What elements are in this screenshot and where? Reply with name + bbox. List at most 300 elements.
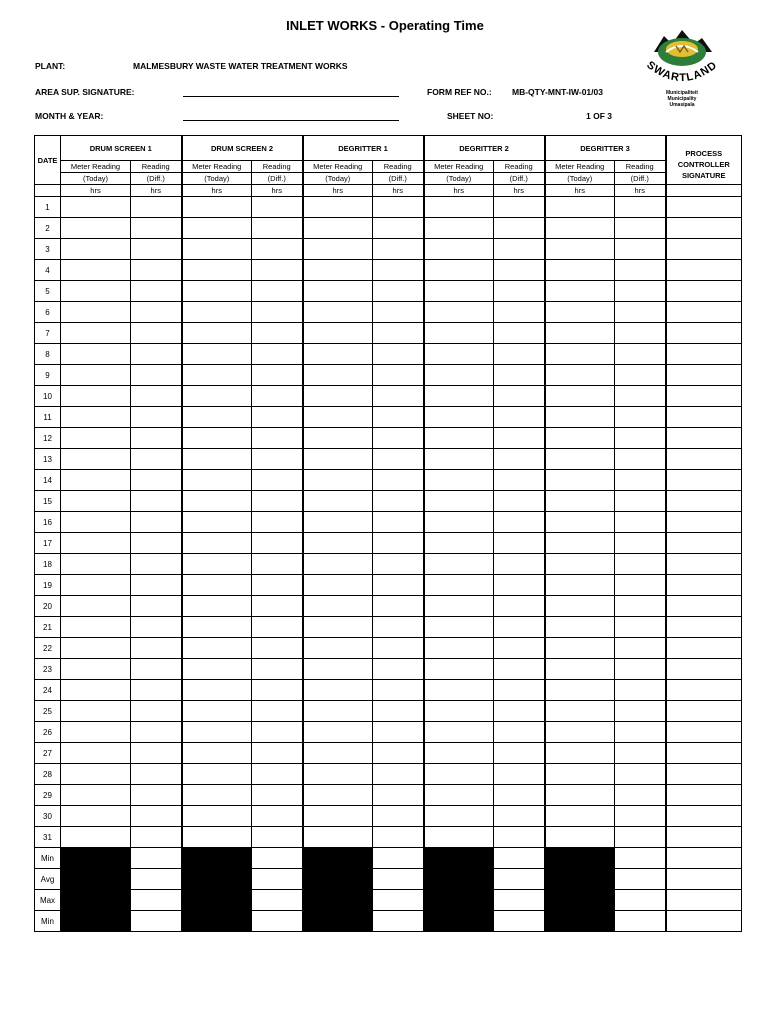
reading-diff-input-cell[interactable] (615, 491, 666, 512)
reading-diff-input-cell[interactable] (131, 407, 182, 428)
meter-reading-input-cell[interactable] (182, 554, 252, 575)
meter-reading-input-cell[interactable] (424, 827, 494, 848)
signature-input-cell[interactable] (666, 806, 742, 827)
reading-diff-input-cell[interactable] (131, 260, 182, 281)
meter-reading-input-cell[interactable] (182, 596, 252, 617)
meter-reading-input-cell[interactable] (424, 701, 494, 722)
reading-diff-input-cell[interactable] (615, 302, 666, 323)
meter-reading-input-cell[interactable] (545, 722, 615, 743)
reading-diff-input-cell[interactable] (252, 722, 303, 743)
meter-reading-input-cell[interactable] (424, 764, 494, 785)
reading-diff-input-cell[interactable] (252, 701, 303, 722)
stat-input-cell[interactable] (615, 911, 666, 932)
meter-reading-input-cell[interactable] (545, 827, 615, 848)
signature-input-cell[interactable] (666, 218, 742, 239)
meter-reading-input-cell[interactable] (424, 428, 494, 449)
reading-diff-input-cell[interactable] (131, 239, 182, 260)
area-sup-signature-field[interactable] (183, 96, 399, 97)
meter-reading-input-cell[interactable] (303, 386, 373, 407)
meter-reading-input-cell[interactable] (61, 386, 131, 407)
reading-diff-input-cell[interactable] (373, 827, 424, 848)
meter-reading-input-cell[interactable] (61, 617, 131, 638)
signature-input-cell[interactable] (666, 260, 742, 281)
meter-reading-input-cell[interactable] (303, 638, 373, 659)
signature-input-cell[interactable] (666, 764, 742, 785)
meter-reading-input-cell[interactable] (61, 743, 131, 764)
meter-reading-input-cell[interactable] (303, 239, 373, 260)
meter-reading-input-cell[interactable] (182, 764, 252, 785)
meter-reading-input-cell[interactable] (545, 281, 615, 302)
reading-diff-input-cell[interactable] (373, 365, 424, 386)
meter-reading-input-cell[interactable] (182, 281, 252, 302)
meter-reading-input-cell[interactable] (182, 638, 252, 659)
signature-input-cell[interactable] (666, 386, 742, 407)
reading-diff-input-cell[interactable] (131, 659, 182, 680)
reading-diff-input-cell[interactable] (615, 638, 666, 659)
reading-diff-input-cell[interactable] (373, 239, 424, 260)
meter-reading-input-cell[interactable] (545, 428, 615, 449)
stat-input-cell[interactable] (252, 890, 303, 911)
reading-diff-input-cell[interactable] (615, 722, 666, 743)
meter-reading-input-cell[interactable] (303, 428, 373, 449)
meter-reading-input-cell[interactable] (424, 302, 494, 323)
reading-diff-input-cell[interactable] (494, 827, 545, 848)
meter-reading-input-cell[interactable] (182, 365, 252, 386)
meter-reading-input-cell[interactable] (61, 701, 131, 722)
signature-input-cell[interactable] (666, 470, 742, 491)
reading-diff-input-cell[interactable] (494, 785, 545, 806)
stat-signature-cell[interactable] (666, 869, 742, 890)
reading-diff-input-cell[interactable] (131, 491, 182, 512)
stat-input-cell[interactable] (131, 848, 182, 869)
meter-reading-input-cell[interactable] (303, 659, 373, 680)
meter-reading-input-cell[interactable] (424, 512, 494, 533)
meter-reading-input-cell[interactable] (424, 638, 494, 659)
reading-diff-input-cell[interactable] (373, 491, 424, 512)
meter-reading-input-cell[interactable] (61, 281, 131, 302)
reading-diff-input-cell[interactable] (131, 512, 182, 533)
meter-reading-input-cell[interactable] (424, 596, 494, 617)
reading-diff-input-cell[interactable] (373, 764, 424, 785)
reading-diff-input-cell[interactable] (373, 638, 424, 659)
meter-reading-input-cell[interactable] (303, 281, 373, 302)
meter-reading-input-cell[interactable] (61, 302, 131, 323)
reading-diff-input-cell[interactable] (615, 407, 666, 428)
meter-reading-input-cell[interactable] (61, 533, 131, 554)
meter-reading-input-cell[interactable] (424, 491, 494, 512)
meter-reading-input-cell[interactable] (545, 680, 615, 701)
signature-input-cell[interactable] (666, 785, 742, 806)
reading-diff-input-cell[interactable] (494, 743, 545, 764)
signature-input-cell[interactable] (666, 638, 742, 659)
meter-reading-input-cell[interactable] (182, 239, 252, 260)
stat-signature-cell[interactable] (666, 890, 742, 911)
reading-diff-input-cell[interactable] (131, 281, 182, 302)
reading-diff-input-cell[interactable] (252, 239, 303, 260)
reading-diff-input-cell[interactable] (252, 596, 303, 617)
reading-diff-input-cell[interactable] (373, 806, 424, 827)
reading-diff-input-cell[interactable] (131, 722, 182, 743)
reading-diff-input-cell[interactable] (252, 281, 303, 302)
reading-diff-input-cell[interactable] (131, 596, 182, 617)
meter-reading-input-cell[interactable] (424, 260, 494, 281)
reading-diff-input-cell[interactable] (252, 302, 303, 323)
meter-reading-input-cell[interactable] (424, 344, 494, 365)
meter-reading-input-cell[interactable] (303, 344, 373, 365)
signature-input-cell[interactable] (666, 449, 742, 470)
reading-diff-input-cell[interactable] (131, 470, 182, 491)
meter-reading-input-cell[interactable] (182, 323, 252, 344)
meter-reading-input-cell[interactable] (545, 554, 615, 575)
meter-reading-input-cell[interactable] (182, 197, 252, 218)
reading-diff-input-cell[interactable] (494, 701, 545, 722)
meter-reading-input-cell[interactable] (303, 806, 373, 827)
reading-diff-input-cell[interactable] (494, 386, 545, 407)
signature-input-cell[interactable] (666, 575, 742, 596)
meter-reading-input-cell[interactable] (182, 617, 252, 638)
meter-reading-input-cell[interactable] (182, 428, 252, 449)
meter-reading-input-cell[interactable] (61, 470, 131, 491)
stat-input-cell[interactable] (615, 890, 666, 911)
meter-reading-input-cell[interactable] (424, 470, 494, 491)
meter-reading-input-cell[interactable] (303, 407, 373, 428)
reading-diff-input-cell[interactable] (131, 365, 182, 386)
meter-reading-input-cell[interactable] (545, 386, 615, 407)
meter-reading-input-cell[interactable] (303, 722, 373, 743)
stat-input-cell[interactable] (373, 890, 424, 911)
reading-diff-input-cell[interactable] (494, 638, 545, 659)
reading-diff-input-cell[interactable] (494, 806, 545, 827)
reading-diff-input-cell[interactable] (494, 470, 545, 491)
reading-diff-input-cell[interactable] (252, 659, 303, 680)
meter-reading-input-cell[interactable] (182, 575, 252, 596)
reading-diff-input-cell[interactable] (252, 533, 303, 554)
meter-reading-input-cell[interactable] (545, 260, 615, 281)
meter-reading-input-cell[interactable] (545, 323, 615, 344)
stat-signature-cell[interactable] (666, 911, 742, 932)
reading-diff-input-cell[interactable] (373, 386, 424, 407)
meter-reading-input-cell[interactable] (424, 680, 494, 701)
meter-reading-input-cell[interactable] (61, 722, 131, 743)
reading-diff-input-cell[interactable] (494, 344, 545, 365)
reading-diff-input-cell[interactable] (494, 617, 545, 638)
reading-diff-input-cell[interactable] (615, 533, 666, 554)
reading-diff-input-cell[interactable] (494, 722, 545, 743)
meter-reading-input-cell[interactable] (61, 596, 131, 617)
reading-diff-input-cell[interactable] (373, 407, 424, 428)
reading-diff-input-cell[interactable] (615, 470, 666, 491)
reading-diff-input-cell[interactable] (373, 701, 424, 722)
meter-reading-input-cell[interactable] (545, 239, 615, 260)
reading-diff-input-cell[interactable] (373, 281, 424, 302)
meter-reading-input-cell[interactable] (61, 680, 131, 701)
reading-diff-input-cell[interactable] (131, 323, 182, 344)
meter-reading-input-cell[interactable] (182, 407, 252, 428)
stat-input-cell[interactable] (252, 911, 303, 932)
reading-diff-input-cell[interactable] (373, 785, 424, 806)
reading-diff-input-cell[interactable] (373, 743, 424, 764)
reading-diff-input-cell[interactable] (494, 197, 545, 218)
reading-diff-input-cell[interactable] (494, 575, 545, 596)
meter-reading-input-cell[interactable] (182, 785, 252, 806)
meter-reading-input-cell[interactable] (182, 533, 252, 554)
meter-reading-input-cell[interactable] (424, 617, 494, 638)
reading-diff-input-cell[interactable] (373, 197, 424, 218)
reading-diff-input-cell[interactable] (615, 701, 666, 722)
reading-diff-input-cell[interactable] (131, 428, 182, 449)
meter-reading-input-cell[interactable] (545, 449, 615, 470)
stat-input-cell[interactable] (373, 869, 424, 890)
reading-diff-input-cell[interactable] (252, 743, 303, 764)
reading-diff-input-cell[interactable] (494, 218, 545, 239)
stat-input-cell[interactable] (494, 848, 545, 869)
meter-reading-input-cell[interactable] (61, 365, 131, 386)
meter-reading-input-cell[interactable] (182, 659, 252, 680)
reading-diff-input-cell[interactable] (252, 428, 303, 449)
reading-diff-input-cell[interactable] (494, 596, 545, 617)
meter-reading-input-cell[interactable] (303, 323, 373, 344)
meter-reading-input-cell[interactable] (303, 554, 373, 575)
meter-reading-input-cell[interactable] (61, 638, 131, 659)
meter-reading-input-cell[interactable] (61, 491, 131, 512)
meter-reading-input-cell[interactable] (182, 260, 252, 281)
reading-diff-input-cell[interactable] (615, 659, 666, 680)
reading-diff-input-cell[interactable] (252, 365, 303, 386)
reading-diff-input-cell[interactable] (494, 407, 545, 428)
meter-reading-input-cell[interactable] (424, 659, 494, 680)
meter-reading-input-cell[interactable] (424, 323, 494, 344)
signature-input-cell[interactable] (666, 680, 742, 701)
reading-diff-input-cell[interactable] (252, 260, 303, 281)
stat-input-cell[interactable] (615, 869, 666, 890)
month-year-field[interactable] (183, 120, 399, 121)
meter-reading-input-cell[interactable] (545, 764, 615, 785)
meter-reading-input-cell[interactable] (545, 701, 615, 722)
reading-diff-input-cell[interactable] (373, 449, 424, 470)
reading-diff-input-cell[interactable] (373, 617, 424, 638)
reading-diff-input-cell[interactable] (373, 344, 424, 365)
stat-signature-cell[interactable] (666, 848, 742, 869)
stat-input-cell[interactable] (494, 911, 545, 932)
stat-input-cell[interactable] (252, 848, 303, 869)
reading-diff-input-cell[interactable] (494, 449, 545, 470)
meter-reading-input-cell[interactable] (545, 470, 615, 491)
meter-reading-input-cell[interactable] (182, 491, 252, 512)
signature-input-cell[interactable] (666, 323, 742, 344)
meter-reading-input-cell[interactable] (61, 260, 131, 281)
meter-reading-input-cell[interactable] (424, 449, 494, 470)
meter-reading-input-cell[interactable] (424, 407, 494, 428)
reading-diff-input-cell[interactable] (131, 218, 182, 239)
meter-reading-input-cell[interactable] (61, 659, 131, 680)
meter-reading-input-cell[interactable] (182, 512, 252, 533)
reading-diff-input-cell[interactable] (252, 554, 303, 575)
meter-reading-input-cell[interactable] (61, 197, 131, 218)
meter-reading-input-cell[interactable] (545, 575, 615, 596)
reading-diff-input-cell[interactable] (373, 512, 424, 533)
meter-reading-input-cell[interactable] (303, 701, 373, 722)
reading-diff-input-cell[interactable] (615, 386, 666, 407)
meter-reading-input-cell[interactable] (303, 218, 373, 239)
meter-reading-input-cell[interactable] (61, 344, 131, 365)
reading-diff-input-cell[interactable] (615, 365, 666, 386)
meter-reading-input-cell[interactable] (424, 554, 494, 575)
meter-reading-input-cell[interactable] (545, 617, 615, 638)
meter-reading-input-cell[interactable] (424, 239, 494, 260)
meter-reading-input-cell[interactable] (424, 743, 494, 764)
reading-diff-input-cell[interactable] (252, 470, 303, 491)
meter-reading-input-cell[interactable] (303, 491, 373, 512)
meter-reading-input-cell[interactable] (303, 302, 373, 323)
reading-diff-input-cell[interactable] (615, 743, 666, 764)
meter-reading-input-cell[interactable] (545, 596, 615, 617)
reading-diff-input-cell[interactable] (615, 680, 666, 701)
reading-diff-input-cell[interactable] (131, 764, 182, 785)
meter-reading-input-cell[interactable] (545, 365, 615, 386)
meter-reading-input-cell[interactable] (303, 617, 373, 638)
reading-diff-input-cell[interactable] (615, 218, 666, 239)
reading-diff-input-cell[interactable] (373, 533, 424, 554)
meter-reading-input-cell[interactable] (182, 806, 252, 827)
signature-input-cell[interactable] (666, 344, 742, 365)
reading-diff-input-cell[interactable] (615, 449, 666, 470)
reading-diff-input-cell[interactable] (373, 323, 424, 344)
meter-reading-input-cell[interactable] (61, 449, 131, 470)
reading-diff-input-cell[interactable] (252, 512, 303, 533)
reading-diff-input-cell[interactable] (615, 764, 666, 785)
reading-diff-input-cell[interactable] (131, 302, 182, 323)
meter-reading-input-cell[interactable] (303, 596, 373, 617)
reading-diff-input-cell[interactable] (131, 449, 182, 470)
meter-reading-input-cell[interactable] (424, 281, 494, 302)
reading-diff-input-cell[interactable] (373, 575, 424, 596)
signature-input-cell[interactable] (666, 827, 742, 848)
meter-reading-input-cell[interactable] (182, 701, 252, 722)
reading-diff-input-cell[interactable] (373, 554, 424, 575)
signature-input-cell[interactable] (666, 407, 742, 428)
reading-diff-input-cell[interactable] (252, 344, 303, 365)
reading-diff-input-cell[interactable] (615, 512, 666, 533)
signature-input-cell[interactable] (666, 428, 742, 449)
meter-reading-input-cell[interactable] (182, 722, 252, 743)
meter-reading-input-cell[interactable] (61, 512, 131, 533)
meter-reading-input-cell[interactable] (61, 218, 131, 239)
stat-input-cell[interactable] (131, 911, 182, 932)
signature-input-cell[interactable] (666, 512, 742, 533)
reading-diff-input-cell[interactable] (131, 344, 182, 365)
reading-diff-input-cell[interactable] (131, 575, 182, 596)
reading-diff-input-cell[interactable] (615, 554, 666, 575)
meter-reading-input-cell[interactable] (61, 428, 131, 449)
meter-reading-input-cell[interactable] (303, 764, 373, 785)
reading-diff-input-cell[interactable] (252, 827, 303, 848)
reading-diff-input-cell[interactable] (615, 806, 666, 827)
signature-input-cell[interactable] (666, 554, 742, 575)
meter-reading-input-cell[interactable] (545, 344, 615, 365)
meter-reading-input-cell[interactable] (61, 575, 131, 596)
meter-reading-input-cell[interactable] (303, 260, 373, 281)
meter-reading-input-cell[interactable] (303, 533, 373, 554)
meter-reading-input-cell[interactable] (182, 743, 252, 764)
stat-input-cell[interactable] (494, 869, 545, 890)
reading-diff-input-cell[interactable] (494, 260, 545, 281)
meter-reading-input-cell[interactable] (545, 407, 615, 428)
reading-diff-input-cell[interactable] (252, 491, 303, 512)
reading-diff-input-cell[interactable] (494, 491, 545, 512)
meter-reading-input-cell[interactable] (303, 827, 373, 848)
reading-diff-input-cell[interactable] (252, 638, 303, 659)
meter-reading-input-cell[interactable] (303, 197, 373, 218)
meter-reading-input-cell[interactable] (61, 764, 131, 785)
reading-diff-input-cell[interactable] (131, 533, 182, 554)
meter-reading-input-cell[interactable] (182, 386, 252, 407)
meter-reading-input-cell[interactable] (545, 533, 615, 554)
reading-diff-input-cell[interactable] (615, 197, 666, 218)
meter-reading-input-cell[interactable] (303, 365, 373, 386)
reading-diff-input-cell[interactable] (615, 344, 666, 365)
meter-reading-input-cell[interactable] (303, 449, 373, 470)
reading-diff-input-cell[interactable] (373, 680, 424, 701)
reading-diff-input-cell[interactable] (494, 554, 545, 575)
stat-input-cell[interactable] (373, 911, 424, 932)
meter-reading-input-cell[interactable] (424, 785, 494, 806)
reading-diff-input-cell[interactable] (131, 638, 182, 659)
reading-diff-input-cell[interactable] (131, 701, 182, 722)
meter-reading-input-cell[interactable] (61, 554, 131, 575)
reading-diff-input-cell[interactable] (131, 806, 182, 827)
reading-diff-input-cell[interactable] (373, 302, 424, 323)
reading-diff-input-cell[interactable] (252, 764, 303, 785)
reading-diff-input-cell[interactable] (131, 680, 182, 701)
signature-input-cell[interactable] (666, 596, 742, 617)
meter-reading-input-cell[interactable] (182, 449, 252, 470)
meter-reading-input-cell[interactable] (303, 785, 373, 806)
reading-diff-input-cell[interactable] (494, 680, 545, 701)
meter-reading-input-cell[interactable] (545, 302, 615, 323)
reading-diff-input-cell[interactable] (615, 428, 666, 449)
reading-diff-input-cell[interactable] (615, 785, 666, 806)
reading-diff-input-cell[interactable] (494, 512, 545, 533)
meter-reading-input-cell[interactable] (545, 218, 615, 239)
meter-reading-input-cell[interactable] (545, 197, 615, 218)
reading-diff-input-cell[interactable] (494, 281, 545, 302)
reading-diff-input-cell[interactable] (494, 764, 545, 785)
reading-diff-input-cell[interactable] (252, 575, 303, 596)
meter-reading-input-cell[interactable] (61, 827, 131, 848)
meter-reading-input-cell[interactable] (424, 218, 494, 239)
reading-diff-input-cell[interactable] (615, 827, 666, 848)
signature-input-cell[interactable] (666, 239, 742, 260)
reading-diff-input-cell[interactable] (615, 617, 666, 638)
reading-diff-input-cell[interactable] (252, 323, 303, 344)
signature-input-cell[interactable] (666, 491, 742, 512)
stat-input-cell[interactable] (131, 890, 182, 911)
meter-reading-input-cell[interactable] (424, 197, 494, 218)
reading-diff-input-cell[interactable] (494, 428, 545, 449)
reading-diff-input-cell[interactable] (252, 197, 303, 218)
meter-reading-input-cell[interactable] (545, 806, 615, 827)
signature-input-cell[interactable] (666, 743, 742, 764)
meter-reading-input-cell[interactable] (424, 722, 494, 743)
meter-reading-input-cell[interactable] (303, 743, 373, 764)
reading-diff-input-cell[interactable] (131, 785, 182, 806)
meter-reading-input-cell[interactable] (61, 785, 131, 806)
meter-reading-input-cell[interactable] (545, 491, 615, 512)
meter-reading-input-cell[interactable] (424, 806, 494, 827)
stat-input-cell[interactable] (494, 890, 545, 911)
stat-input-cell[interactable] (615, 848, 666, 869)
reading-diff-input-cell[interactable] (252, 449, 303, 470)
